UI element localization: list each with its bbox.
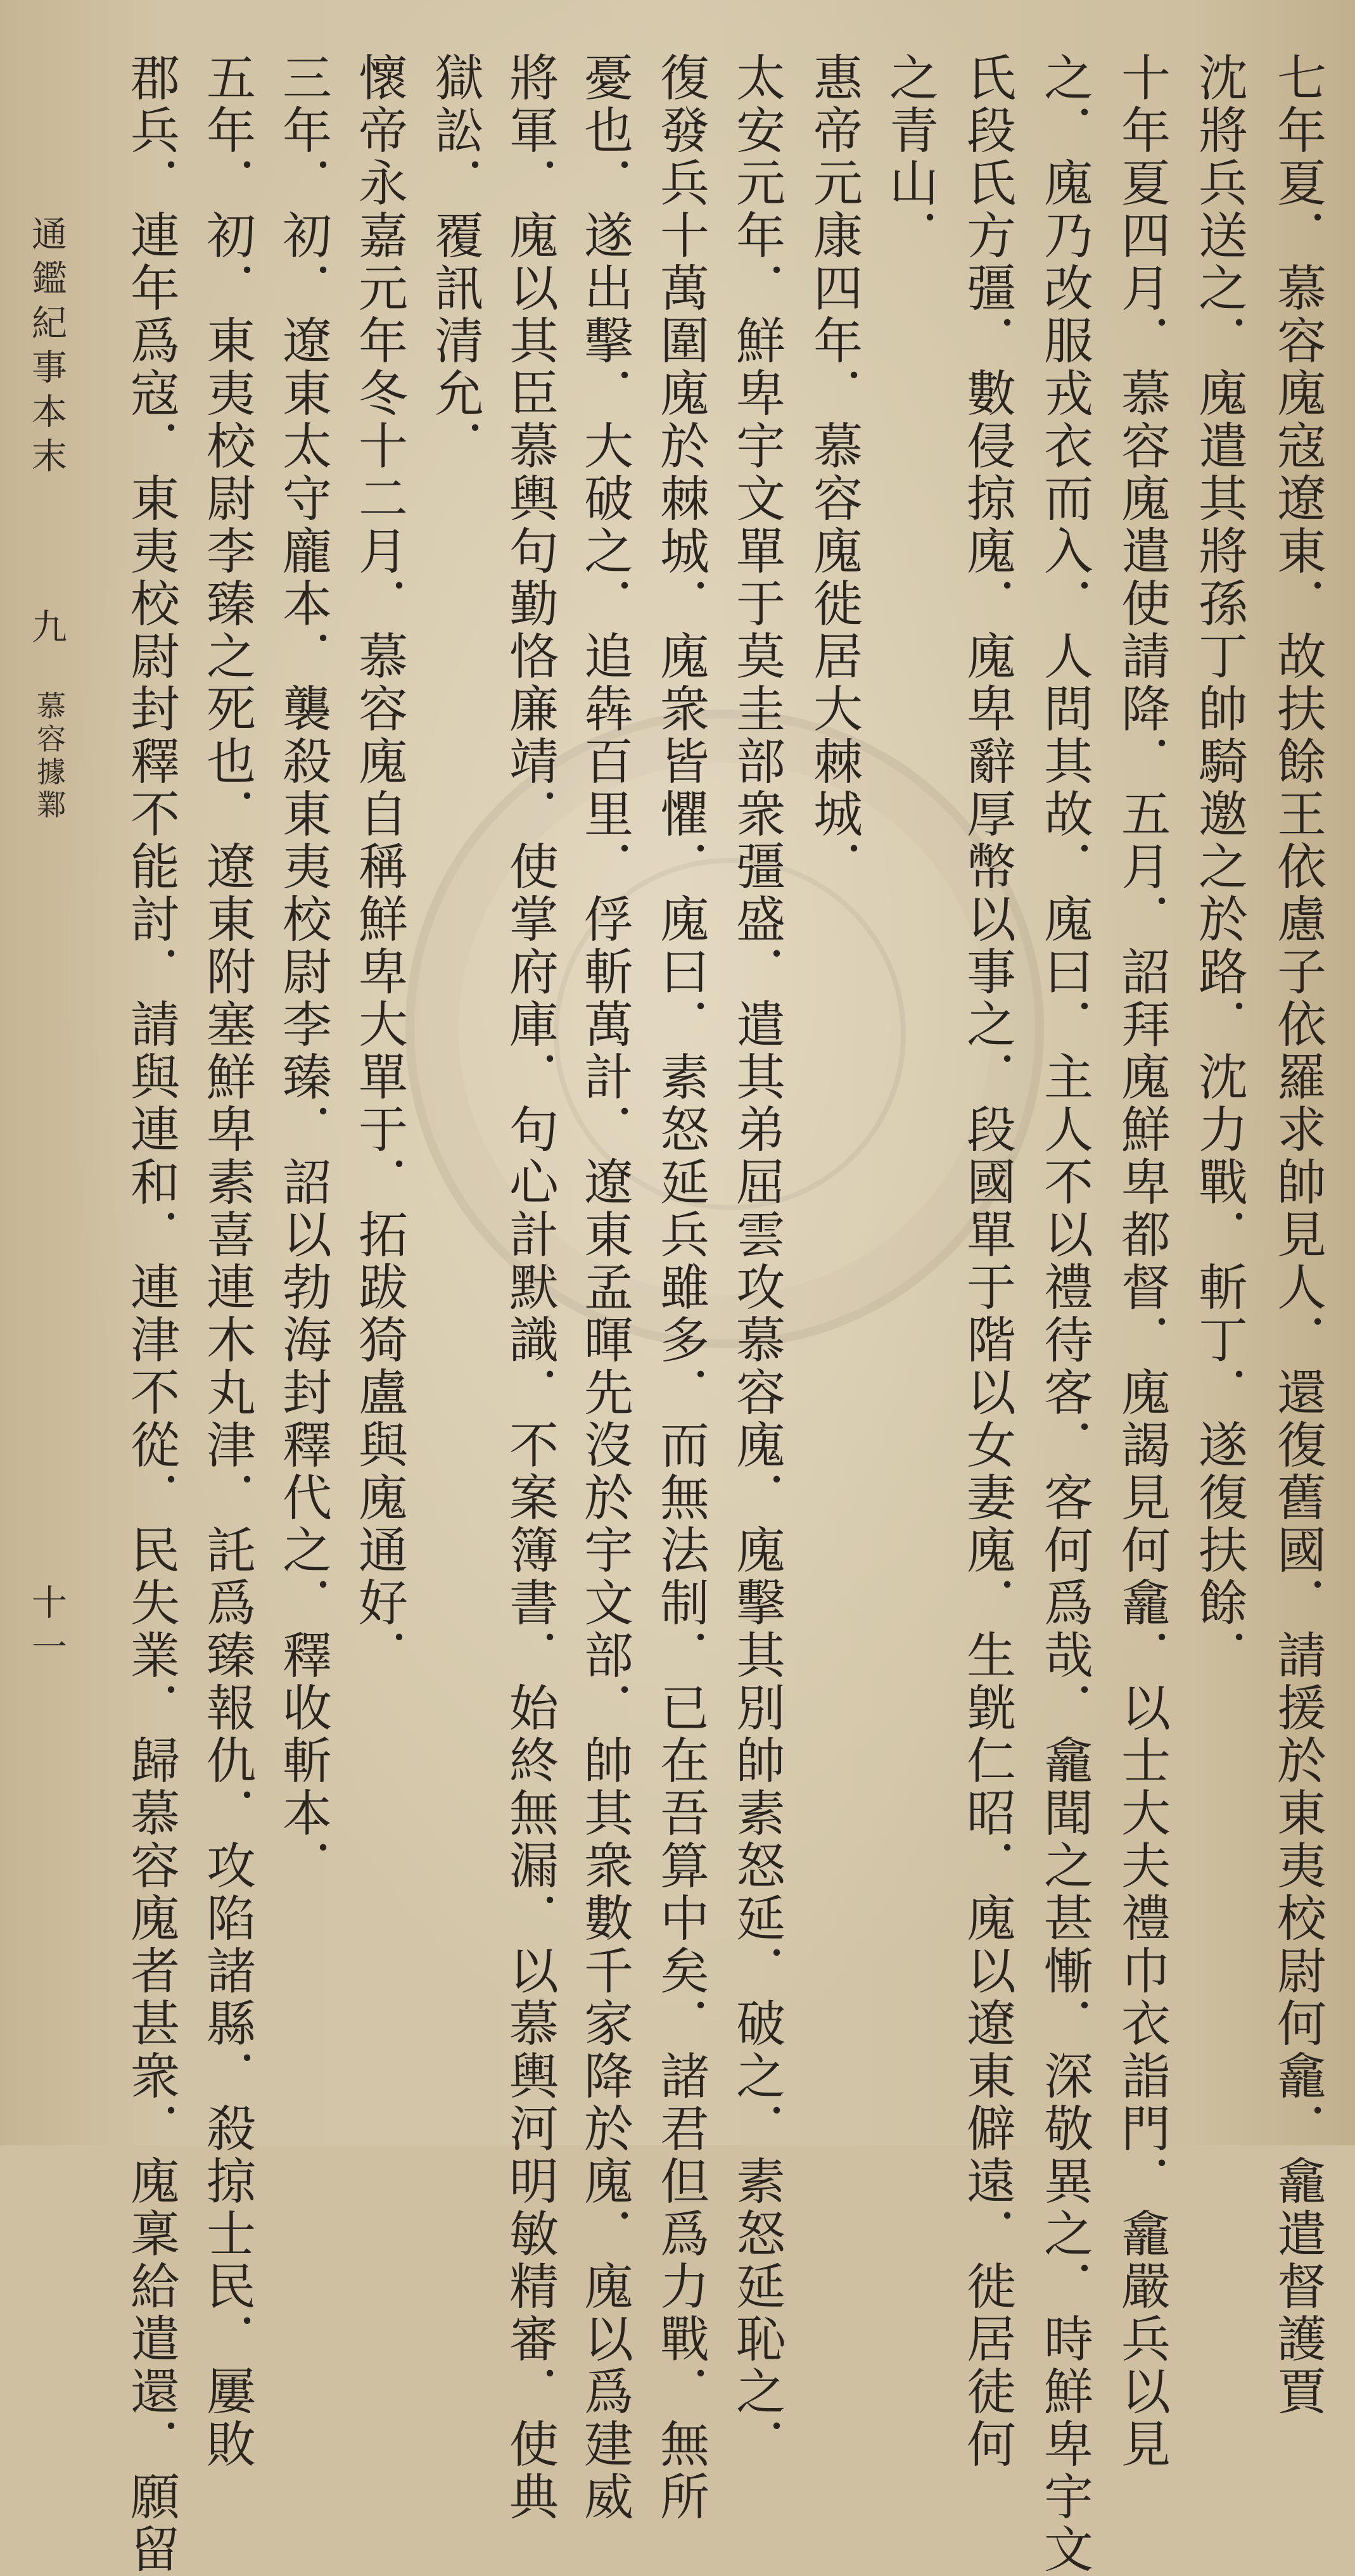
section-title: 慕容據鄴 xyxy=(32,691,67,822)
text-column-11: 將軍．廆以其臣慕輿句勤恪廉靖．使掌府庫．句心計默識．不案簿書．始終無漏．以慕輿河明敏精審．使典 xyxy=(501,52,558,2523)
text-column-7: 惠帝元康四年．慕容廆徙居大棘城． xyxy=(805,52,862,893)
text-column-6: 之青山． xyxy=(881,52,938,262)
text-column-4: 之．廆乃改服戎衣而入．人問其故．廆曰．主人不以禮待客．客何爲哉．龕聞之甚慚．深敬異之．時鮮卑宇文 xyxy=(1036,52,1093,2576)
text-column-16: 郡兵．連年爲寇．東夷校尉封釋不能討．請與連和．連津不從．民失業．歸慕容廆者甚衆．廆稟給遣還．願留 xyxy=(122,52,179,2576)
text-column-12: 獄訟．覆訊清允． xyxy=(426,52,483,473)
text-column-14: 三年．初．遼東太守龐本．襲殺東夷校尉李臻．詔以勃海封釋代之．釋收斬本． xyxy=(274,52,331,1892)
text-column-15: 五年．初．東夷校尉李臻之死也．遼東附塞鮮卑素喜連木丸津．託爲臻報仇．攻陷諸縣．殺掠士民．屢敗 xyxy=(198,52,255,2471)
page-number: 十一 xyxy=(26,1584,67,1673)
text-column-9: 復發兵十萬圍廆於棘城．廆衆皆懼．廆曰．素怒延兵雖多．而無法制．已在吾算中矣．諸君但爲力戰．無所 xyxy=(652,52,709,2523)
text-column-1: 七年夏．慕容廆寇遼東．故扶餘王依慮子依羅求帥見人．還復舊國．請援於東夷校尉何龕．龕遣督護賈 xyxy=(1269,52,1326,2418)
running-title: 通鑑紀事本末 xyxy=(26,215,67,481)
text-column-2: 沈將兵送之．廆遣其將孫丁帥騎邀之於路．沈力戰．斬丁．遂復扶餘． xyxy=(1190,52,1247,1682)
text-column-8: 太安元年．鮮卑宇文單于莫圭部衆彊盛．遣其弟屈雲攻慕容廆．廆擊其別帥素怒延．破之．素怒延恥之． xyxy=(728,52,785,2471)
text-column-5: 氏段氏方彊．數侵掠廆．廆卑辭厚幣以事之．段國單于階以女妻廆．生皝仁昭．廆以遼東僻遠．徙居徒何 xyxy=(958,52,1015,2471)
text-column-10: 憂也．遂出擊．大破之．追犇百里．俘斬萬計．遼東孟暉先沒於宇文部．帥其衆數千家降於廆．廆以爲建威 xyxy=(576,52,633,2523)
text-column-3: 十年夏四月．慕容廆遣使請降．五月．詔拜廆鮮卑都督．廆謁見何龕．以士大夫禮巾衣詣門．龕嚴兵以見 xyxy=(1113,52,1170,2471)
text-column-13: 懷帝永嘉元年冬十二月．慕容廆自稱鮮卑大單于．拓跋猗盧與廆通好． xyxy=(350,52,407,1682)
volume-number: 九 xyxy=(26,608,67,653)
